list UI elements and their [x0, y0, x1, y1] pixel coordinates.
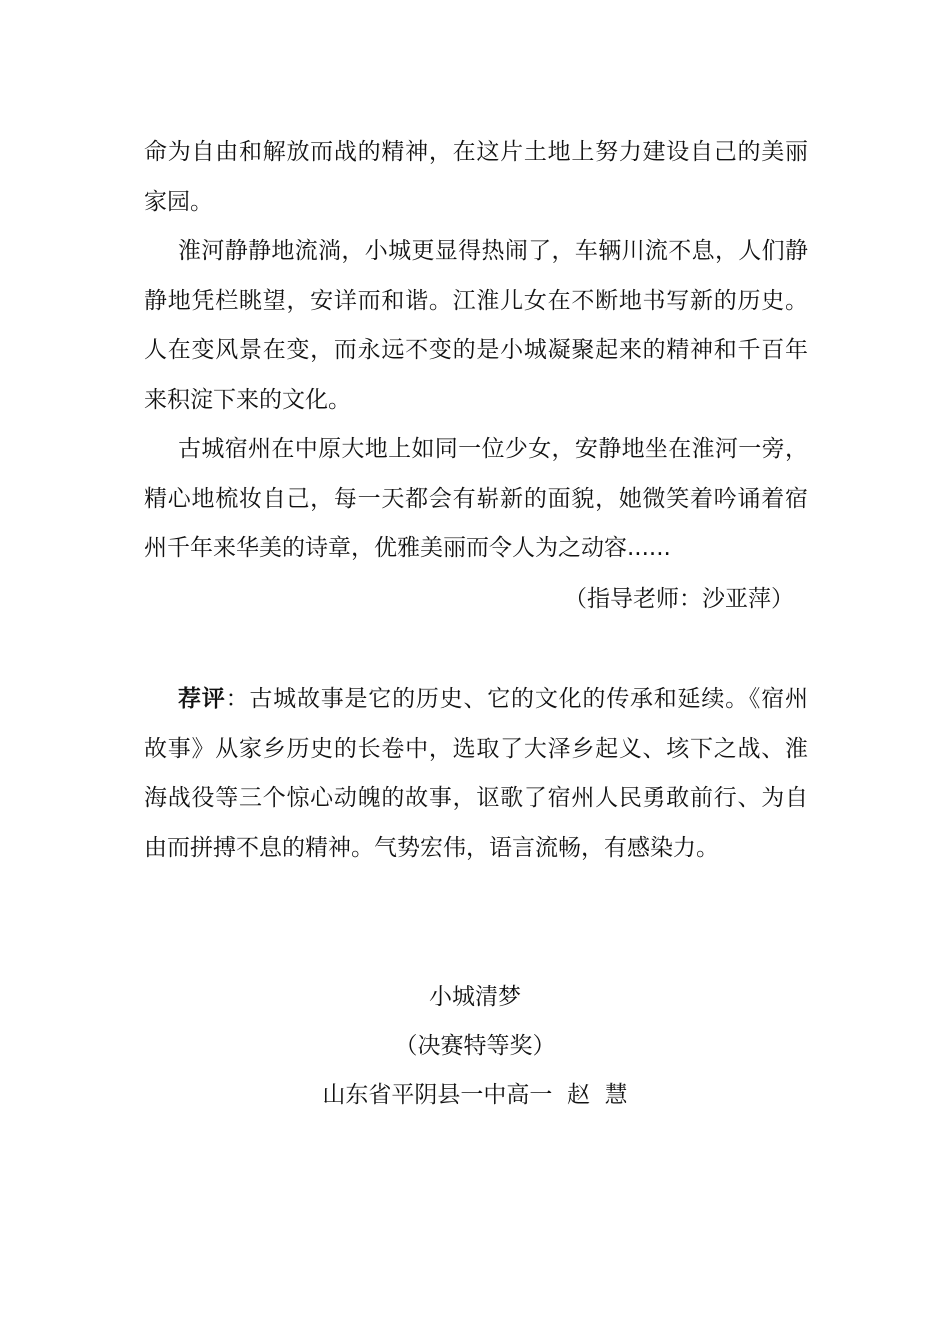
- next-entry-author: 山东省平阴县一中高一 赵 慧: [322, 1082, 628, 1108]
- paragraph-continuation: 命为自由和解放而战的精神，在这片土地上努力建设自己的美丽家园。: [144, 139, 808, 215]
- advisor-credit: （指导老师：沙亚萍）: [564, 586, 794, 612]
- review-text: ：古城故事是它的历史、它的文化的传承和延续。《宿州故事》从家乡历史的长卷中，选取了大泽乡起义、垓下之战、淮海战役等三个惊心动魄的故事，讴歌了宿州人民勇敢前行、为自由而拼搏不息的精神。气势宏伟，语言流畅，有感染力。: [144, 686, 809, 861]
- review-label: 荐评: [178, 686, 226, 712]
- paragraph-ancient-city: 古城宿州在中原大地上如同一位少女，安静地坐在淮河一旁，精心地梳妆自己，每一天都会有崭新的面貌，她微笑着吟诵着宿州千年来华美的诗章，优雅美丽而令人为之动容......: [144, 436, 808, 561]
- next-entry-award: （决赛特等奖）: [394, 1033, 556, 1059]
- next-entry-title: 小城清梦: [429, 984, 521, 1010]
- review-paragraph: [144, 675, 808, 873]
- paragraph-huaihe: 淮河静静地流淌，小城更显得热闹了，车辆川流不息，人们静静地凭栏眺望，安详而和谐。江淮儿女在不断地书写新的历史。人在变风景在变，而永远不变的是小城凝聚起来的精神和千百年来积淀下来的文化。: [144, 238, 808, 413]
